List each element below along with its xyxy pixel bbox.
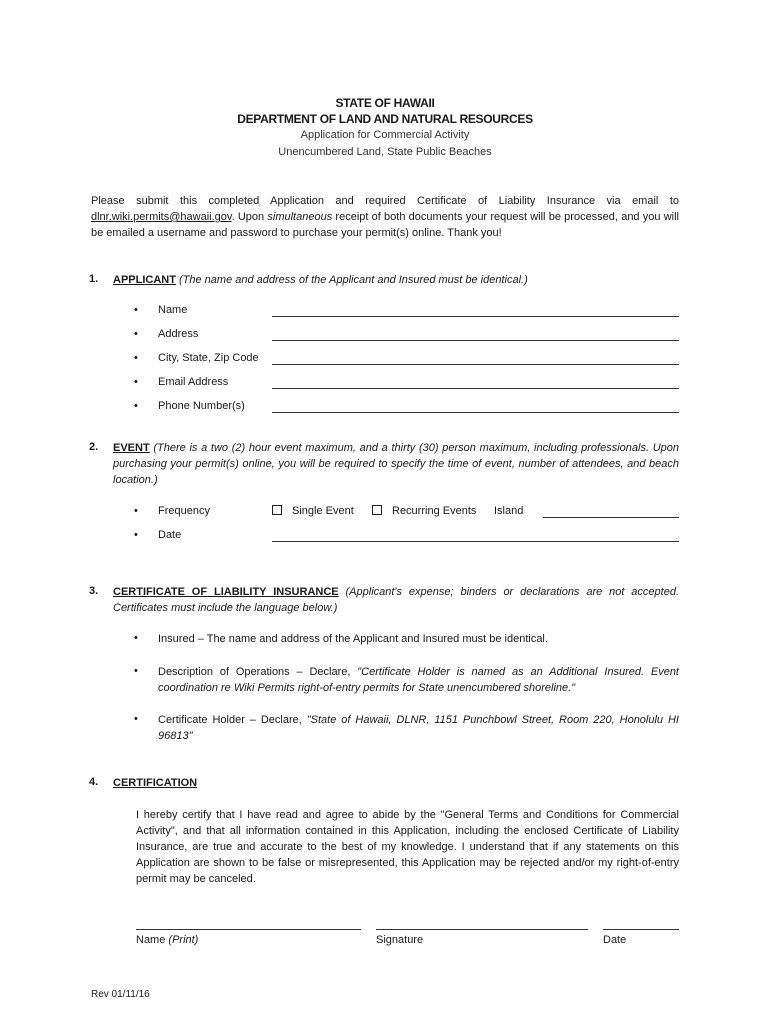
signature-line[interactable]	[376, 929, 588, 930]
section-number: 3.	[89, 585, 99, 597]
section-number: 2.	[89, 441, 99, 453]
section-title: CERTIFICATION	[113, 777, 198, 789]
name-label: Name	[136, 934, 169, 946]
signature-label: Signature	[376, 934, 424, 946]
section-title: APPLICANT	[113, 274, 176, 286]
email-link[interactable]: dlnr.wiki.permits@hawaii.gov	[91, 211, 232, 223]
certification-text: I hereby certify that I have read and agree to abide by the "General Terms and Conditions for Commercial Activity", and that all information contained in this Application, including the enclosed Certificate of Liability Insurance, are true and accurate to the best of my knowledge. I understand that if any statements on this Application are shown to be false or misrepresented, this Application may be rejected and/or my right-of-entry permit may be canceled.	[136, 809, 679, 885]
bullet-quote: "Certificate Holder is named as an Additional Insured. Event coordination re Wiki Permits right-of-entry permits for State unencumbered shoreline."	[158, 666, 679, 694]
section-certification-heading	[113, 775, 679, 791]
email-field[interactable]	[272, 388, 679, 389]
bullet-icon: •	[134, 505, 138, 517]
bullet-text: Certificate Holder – Declare,	[158, 714, 307, 726]
name-field[interactable]	[272, 316, 679, 317]
section-title: CERTIFICATE OF LIABILITY INSURANCE	[113, 586, 339, 598]
bullet-icon: •	[134, 328, 138, 340]
application-title: Application for Commercial Activity	[300, 129, 470, 141]
intro-text: receipt of both documents your request will be processed, and you will be emailed a username and password to purchase your permit(s) online. Thank you!	[91, 211, 679, 239]
bullet-icon: •	[134, 400, 138, 412]
section-number: 4.	[89, 776, 99, 788]
section-note: (There is a two (2) hour event maximum, and a thirty (30) person maximum, including professionals. Upon purchasing your permit(s) online, you will be required to specify the time of event, number of attendees, and beach location.)	[113, 442, 679, 486]
section-note: (The name and address of the Applicant and Insured must be identical.)	[175, 274, 528, 286]
section-insurance-heading	[113, 584, 679, 616]
state-title: STATE OF HAWAII	[335, 96, 435, 110]
section-applicant-heading	[113, 272, 679, 288]
bullet-icon: •	[134, 304, 138, 316]
certificate-holder	[158, 712, 679, 744]
bullet-icon: •	[134, 529, 138, 541]
date-signed-line[interactable]	[603, 929, 679, 930]
intro-text: Please submit this completed Application and required Certificate of Liability Insurance via email to	[91, 195, 679, 207]
phone-field[interactable]	[272, 412, 679, 413]
bullet-icon: •	[134, 665, 138, 677]
field-label-email: Email Address	[158, 376, 229, 388]
section-title: EVENT	[113, 442, 150, 454]
bullet-icon: •	[134, 713, 138, 725]
field-label-phone: Phone Number(s)	[158, 400, 245, 412]
insured-requirement: Insured – The name and address of the Applicant and Insured must be identical.	[158, 633, 548, 645]
intro-text: . Upon	[231, 211, 268, 223]
field-label-frequency: Frequency	[158, 505, 210, 517]
date-signed-label: Date	[603, 934, 627, 946]
city-state-zip-field[interactable]	[272, 364, 679, 365]
name-hint: (Print)	[168, 934, 199, 946]
recurring-events-label: Recurring Events	[392, 505, 477, 517]
section-number: 1.	[89, 273, 99, 285]
application-subtitle: Unencumbered Land, State Public Beaches	[278, 146, 492, 158]
section-note: (Applicant's expense; binders or declarations are not accepted. Certificates must include the language below.)	[113, 586, 680, 614]
section-event-heading	[113, 440, 679, 488]
date-field[interactable]	[272, 541, 679, 542]
recurring-events-checkbox[interactable]	[372, 505, 382, 515]
intro-emphasis: simultaneous	[267, 211, 333, 223]
intro-paragraph	[91, 193, 679, 241]
field-label-name: Name	[158, 304, 188, 316]
name-print-line[interactable]	[136, 929, 361, 930]
bullet-icon: •	[134, 352, 138, 364]
bullet-icon: •	[134, 632, 138, 644]
bullet-icon: •	[134, 376, 138, 388]
island-field[interactable]	[543, 517, 679, 518]
single-event-checkbox[interactable]	[272, 505, 282, 515]
name-print-label	[136, 934, 198, 946]
bullet-text: Description of Operations – Declare,	[158, 666, 358, 678]
revision-date: Rev 01/11/16	[91, 989, 150, 1000]
description-of-operations	[158, 664, 679, 696]
address-field[interactable]	[272, 340, 679, 341]
field-label-date: Date	[158, 529, 182, 541]
island-label: Island	[494, 505, 524, 517]
department-title: DEPARTMENT OF LAND AND NATURAL RESOURCES	[237, 112, 533, 126]
single-event-label: Single Event	[292, 505, 354, 517]
field-label-address: Address	[158, 328, 199, 340]
bullet-quote: "State of Hawaii, DLNR, 1151 Punchbowl Street, Room 220, Honolulu HI 96813"	[158, 714, 679, 742]
field-label-city-state-zip: City, State, Zip Code	[158, 352, 259, 364]
